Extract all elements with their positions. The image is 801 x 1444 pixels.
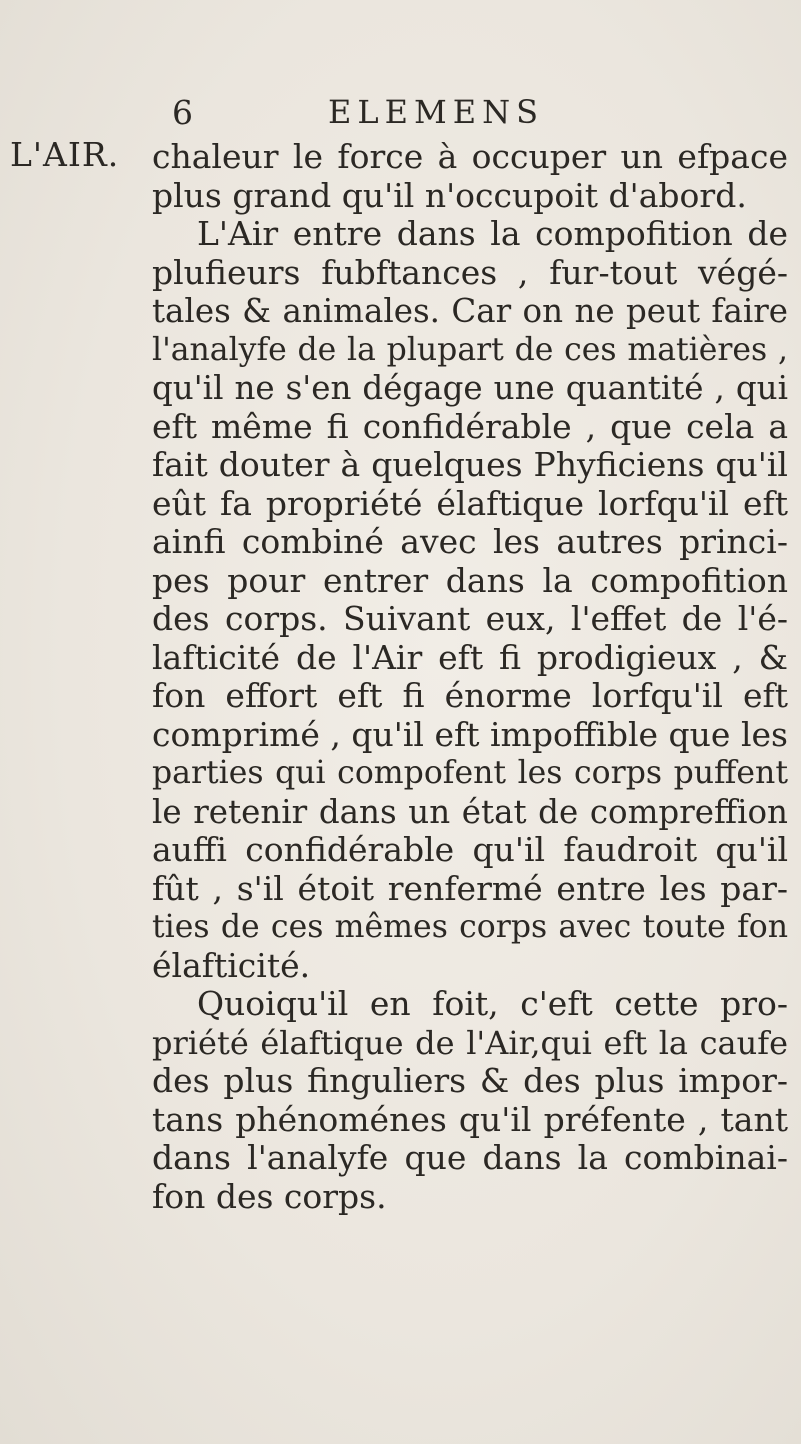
text-line: lafticité de l'Air eft fi prodigieux , &	[152, 638, 788, 677]
text-line: dans l'analyfe que dans la combinai-	[152, 1139, 788, 1177]
text-line: Quoiqu'il en foit, c'eft cette pro-	[197, 985, 788, 1023]
text-line: plus grand qu'il n'occupoit d'abord.	[152, 176, 747, 215]
text-line: chaleur le force à occuper un efpace	[152, 138, 788, 176]
text-line: tales & animales. Car on ne peut faire	[152, 292, 788, 330]
text-line: pes pour entrer dans la compofition	[152, 561, 788, 600]
text-line: ainfi combiné avec les autres princi-	[152, 523, 788, 561]
text-line: fait douter à quelques Phyficiens qu'il	[152, 446, 788, 484]
text-line: élafticité.	[152, 946, 311, 985]
text-line: des plus finguliers & des plus impor-	[152, 1062, 788, 1100]
body-text	[152, 138, 788, 1216]
text-line: L'Air entre dans la compofition de	[197, 215, 788, 253]
text-line: ties de ces mêmes corps avec toute fon	[152, 909, 788, 945]
text-line: l'analyfe de la plupart de ces matières ,	[152, 331, 788, 368]
margin-note: L'AIR.	[10, 135, 120, 174]
text-line: des corps. Suivant eux, l'effet de l'é-	[152, 600, 788, 638]
running-head-title: ELEMENS	[328, 93, 545, 131]
text-line: le retenir dans un état de compreffion	[152, 792, 788, 831]
text-line: qu'il ne s'en dégage une quantité , qui	[152, 369, 788, 407]
text-line: fon effort eft fi énorme lorfqu'il eft	[152, 677, 788, 715]
text-line: comprimé , qu'il eft impoffible que les	[152, 715, 788, 754]
text-line: fût , s'il étoit renfermé entre les par-	[152, 869, 788, 908]
text-line: auffi confidérable qu'il faudroit qu'il	[152, 831, 788, 869]
text-line: parties qui compofent les corps puffent	[152, 755, 788, 791]
paragraph-1	[152, 138, 788, 215]
page-number: 6	[172, 93, 193, 132]
paragraph-2	[152, 215, 788, 985]
text-line: eût fa propriété élaftique lorfqu'il eft	[152, 484, 788, 523]
text-line: eft même fi confidérable , que cela a	[152, 407, 788, 446]
running-head	[0, 93, 801, 140]
text-line: plufieurs fubftances , fur-tout végé-	[152, 253, 788, 292]
paragraph-3	[152, 985, 788, 1216]
text-line: priété élaftique de l'Air,qui eft la caufe	[152, 1023, 788, 1062]
text-line: tans phénoménes qu'il préfente , tant	[152, 1100, 788, 1139]
text-line: fon des corps.	[152, 1177, 387, 1216]
